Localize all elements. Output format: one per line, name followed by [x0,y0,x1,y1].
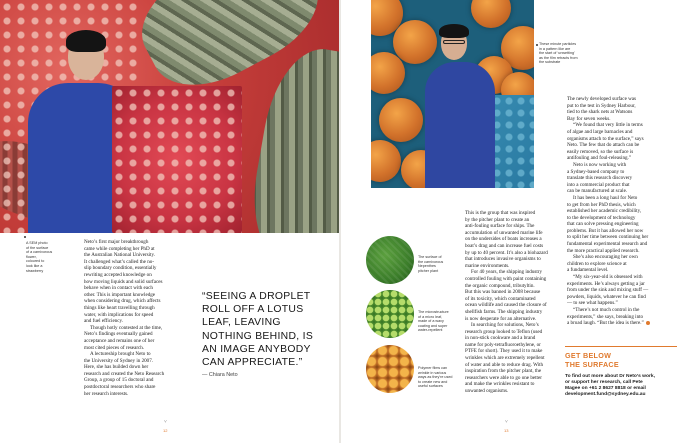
text-line: water, with implications for speed [84,311,154,318]
text-line: postdoctoral researchers who share [84,384,156,391]
text-line: tied to the shark nets at Watsons [567,109,633,116]
page-number-left: 12 [163,428,168,433]
section-heading: GET BELOW THE SURFACE [565,351,620,369]
text-line: a broad laugh. “But the idea is there.” [567,320,677,327]
text-line: translate this research discovery [567,175,633,182]
text-line: in non-stick cookware and a brand [465,335,536,342]
caption-marker [536,44,538,46]
text-line: But this was banned in 2008 because [465,289,541,296]
text-line: A lectureship brought Neto to [90,351,151,358]
text-line: Neto’s findings eventually gained [84,331,153,338]
text-line: wrinkles which are extremely repellent [465,355,545,362]
text-line: a fundamental level. [567,267,609,274]
text-line: experiments,” she says, breaking into [567,313,644,320]
researcher-hair [66,30,106,52]
text-line: She’s also encouraging her own [573,254,638,261]
text-line: research and created the Neto Research [84,370,165,377]
thumb-caption-1: The surface of the carnivorous Nepenthes pitcher plant [418,255,444,273]
text-line: inspiration from the pitcher plant, the [465,368,542,375]
researcher-hair [439,24,469,38]
text-line: problems. But it has allowed her now [567,227,644,234]
text-line: Neto’s first major breakthrough [84,239,149,245]
text-line: children to explore science at [567,260,627,267]
text-line: This is the group that was inspired [465,210,536,216]
micro-leaf-thumbnail [366,290,414,338]
text-line: to split her time between continuing her [567,234,649,241]
text-line: of its toxicity, which contaminated [465,295,536,302]
text-line: It challenged what’s called the no- [84,258,155,265]
text-line: of water and able to reduce drag. With [465,361,544,368]
text-line: a Sydney-based company to [567,168,625,175]
text-line: the Australian National University. [84,252,155,259]
particle [379,98,423,142]
body-text-middle [465,210,561,395]
text-line: Though hotly contested at the time, [90,324,163,331]
researcher-figure [429,22,489,188]
text-line: from under the sink and mixing stuff — [567,287,649,294]
photo-caption-left: A SEM photo of the surface of a carnivorous flower, coloured to look like a strawberry [26,241,53,273]
text-line: It has been a long haul for Neto [573,194,638,201]
text-line: by up to 40 percent. It’s also a biohazard [465,249,548,256]
particle [371,140,401,182]
text-line: by the pitcher plant to create an [465,216,530,223]
text-line: can be manufactured at scale. [567,188,628,195]
text-line: to get from her PhD thesis, which [567,201,636,208]
text-line: slip boundary condition, essentially [84,265,157,272]
folio-chevron-icon: ˅ [164,420,167,425]
text-line: that can solve pressing engineering [567,221,639,228]
text-line: “There’s not much control in the [573,307,640,313]
text-line: anti-fouling surface for ships. The [465,223,535,230]
pitcher-plant-thumbnail [366,236,414,284]
text-line: Neto. The few that do attach can be [567,142,640,149]
text-line: ocean wildlife and caused the closure of [465,302,547,309]
text-line: is now desperate for an alternative. [465,315,537,322]
text-line: things like heart travelling through [84,304,155,311]
text-line: unwanted organisms. [465,388,509,395]
text-line: how moving liquids and solid surfaces [84,278,163,285]
text-line: acceptance and remains one of her [84,337,155,344]
text-line: fundamental experimental research and [567,241,648,248]
text-line: into a commercial product that [567,181,630,188]
text-line: research group looked to Teflon (used [465,328,543,335]
text-line: shellfish farms. The shipping industry [465,308,543,315]
dot-texture [112,86,242,233]
text-line: and fuel efficiency. [84,318,124,325]
left-page [0,0,339,443]
text-line: her research interests. [84,390,129,397]
end-mark-icon [646,321,650,325]
text-line: marine environments. [465,262,510,269]
pull-quote: “SEEING A DROPLET ROLL OFF A LOTUS LEAF, LEAVING NOTHING BEHIND, IS AN IMAGE ANYBODY CAN APPRECIATE.” [202,291,314,369]
caption-marker [24,236,26,238]
text-line: established her academic credibility, [567,208,642,215]
thumb-caption-2: The microstructure of a micro leaf, made of a wavy coating and super water-repellent [418,310,449,333]
text-line: the organic compound, tributyltin. [465,282,535,289]
text-line: the University of Sydney in 2007. [84,357,154,364]
text-line: The newly developed surface was [567,96,637,102]
text-line: name for poly-tetrafluoroethylene, or [465,341,541,348]
researcher-body [425,62,495,188]
glasses-icon [443,40,465,44]
contact-email[interactable]: development.fund@sydney.edu.au [565,392,646,398]
text-line: — to see what happens.” [567,300,618,307]
text-line: organisms attach to the surface,” says [567,135,644,142]
section-rule [565,346,677,347]
text-line: In searching for solutions, Neto’s [471,322,539,329]
text-line: behave when in contact with each [84,285,153,292]
text-line: powders, liquids, whatever he can find [567,293,646,300]
text-line: controlled fouling with paint containing [465,275,547,282]
hero-photo-right [371,0,534,188]
body-text-right [567,96,677,327]
text-line: antifouling and foul-releasing.” [567,155,632,162]
polymer-film-thumbnail [366,345,414,393]
particle [371,52,405,94]
text-line: Bay for seven weeks. [567,115,611,122]
leaf-texture [242,41,339,233]
text-line: boat’s drag and can increase fuel costs [465,242,544,249]
text-line: that introduces invasive organisms to [465,256,541,263]
text-line: researchers were able to go one better [465,374,542,381]
thumb-caption-3: Polymer films can wrinkle in various ways as they’re used to create new and useful surfaces [418,366,453,389]
contact-info: To find out more about Dr Neto’s work, or support her research, call Pete Magee on +61 2 8627 8818 or email development.fund@sydney.edu.au [565,374,677,398]
text-line: Here, she has builded down her [84,364,149,371]
researcher-figure [28,28,118,233]
folio-chevron-icon: ˅ [505,420,508,425]
quote-author: — Chiara Neto [202,372,238,378]
hero-photo-left [0,0,339,233]
text-line: other. This is important knowledge [84,291,156,298]
body-text-left [84,239,194,397]
text-line: Neto is now working with [573,161,627,168]
page-number-right: 13 [504,428,509,433]
text-line: “My six-year-old is obsessed with [573,274,643,281]
text-line: put to the test in Sydney Harbour, [567,102,636,109]
text-line: most cited pieces of research. [84,344,145,351]
photo-caption-right: These minute particles in a pattern like are the start of ‘unwetting’ as the film retracts from the substrate [539,42,578,65]
text-line: accumulation of unwanted marine life [465,229,543,236]
text-line: easily removed, so the surface is [567,148,634,155]
text-line: of algae and large barnacles and [567,128,633,135]
text-line: when considering drug, which affects [84,298,161,305]
text-line: the more practical applied research. [567,247,640,254]
text-line: rewriting accepted knowledge on [84,271,152,278]
text-line: came while completing her PhD at [84,245,155,252]
text-line: experiments. He’s always getting a jar [567,280,645,287]
right-page [341,0,680,443]
text-line: to the development of technology [567,214,636,221]
text-line: PTFE for short). They used it to make [465,348,543,355]
text-line: “We found that very little in terms [573,122,643,129]
text-line: For 40 years, the shipping industry [471,269,543,276]
text-line: and make the wrinkles resistant to [465,381,535,388]
text-line: on the undersides of boats increases a [465,236,542,243]
held-sem-panel [112,86,242,233]
text-line: Group, a group of 15 doctoral and [84,377,154,384]
